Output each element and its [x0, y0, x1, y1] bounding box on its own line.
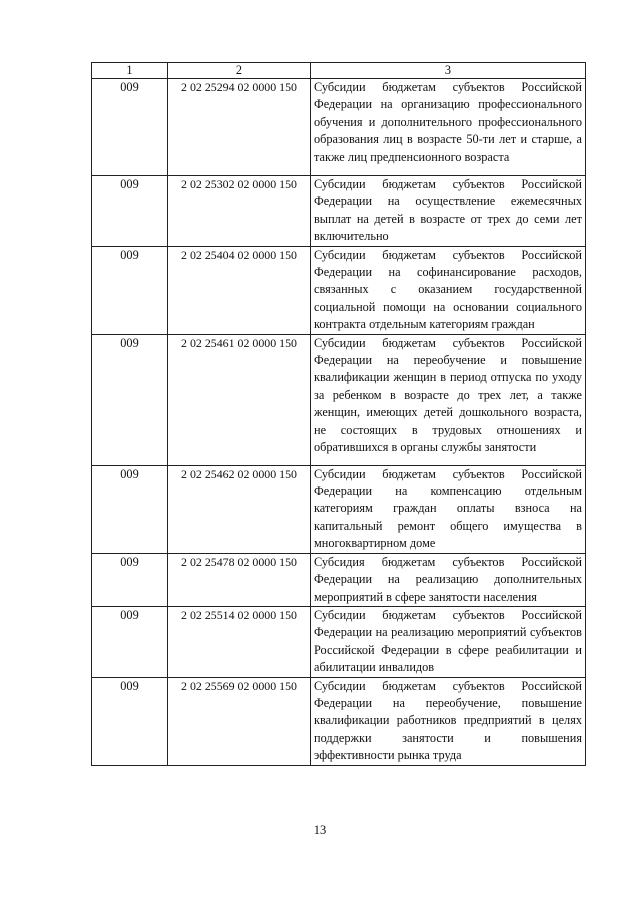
admin-code-cell: 009	[92, 334, 168, 465]
budget-code-cell: 2 02 25404 02 0000 150	[168, 246, 311, 334]
description-cell: Субсидии бюджетам субъектов Российской Федерации на переобучение и повышение квалификации женщин в период отпуска по уходу за ребенком в возрасте до трех лет, а также женщин, имеющих детей дошкольного возраста, не состоящих в трудовых отношениях и обратившихся в органы службы занятости	[311, 334, 586, 465]
table-row	[92, 606, 586, 677]
description-cell: Субсидии бюджетам субъектов Российской Федерации на компенсацию отдельным категориям граждан оплаты взноса на капитальный ремонт общего имущества в многоквартирном доме	[311, 465, 586, 553]
table-row	[92, 553, 586, 606]
admin-code-cell: 009	[92, 79, 168, 176]
admin-code-cell: 009	[92, 246, 168, 334]
description-cell: Субсидии бюджетам субъектов Российской Федерации на осуществление ежемесячных выплат на детей в возрасте от трех до семи лет включительно	[311, 176, 586, 247]
admin-code-cell: 009	[92, 606, 168, 677]
budget-code-cell: 2 02 25302 02 0000 150	[168, 176, 311, 247]
table-row	[92, 246, 586, 334]
admin-code-cell: 009	[92, 176, 168, 247]
admin-code-cell: 009	[92, 677, 168, 765]
budget-classification-table	[91, 62, 586, 766]
table-row	[92, 79, 586, 176]
budget-code-cell: 2 02 25461 02 0000 150	[168, 334, 311, 465]
admin-code-cell: 009	[92, 465, 168, 553]
column-header-1: 1	[92, 63, 168, 79]
table-row	[92, 677, 586, 765]
table-row	[92, 176, 586, 247]
budget-code-cell: 2 02 25478 02 0000 150	[168, 553, 311, 606]
budget-code-cell: 2 02 25294 02 0000 150	[168, 79, 311, 176]
budget-code-cell: 2 02 25514 02 0000 150	[168, 606, 311, 677]
description-cell: Субсидии бюджетам субъектов Российской Федерации на реализацию мероприятий субъектов Российской Федерации в сфере реабилитации и абилитации инвалидов	[311, 606, 586, 677]
admin-code-cell: 009	[92, 553, 168, 606]
description-cell: Субсидия бюджетам субъектов Российской Федерации на реализацию дополнительных мероприятий в сфере занятости населения	[311, 553, 586, 606]
description-cell: Субсидии бюджетам субъектов Российской Федерации на организацию профессионального обучения и дополнительного профессионального образования лиц в возрасте 50-ти лет и старше, а также лиц предпенсионного возраста	[311, 79, 586, 176]
table-row	[92, 465, 586, 553]
page-number: 13	[313, 823, 327, 837]
budget-code-cell: 2 02 25462 02 0000 150	[168, 465, 311, 553]
description-cell: Субсидии бюджетам субъектов Российской Федерации на переобучение, повышение квалификации работников предприятий в целях поддержки занятости и повышения эффективности рынка труда	[311, 677, 586, 765]
column-header-2: 2	[168, 63, 311, 79]
budget-code-cell: 2 02 25569 02 0000 150	[168, 677, 311, 765]
description-cell: Субсидии бюджетам субъектов Российской Федерации на софинансирование расходов, связанных с оказанием государственной социальной помощи на основании социального контракта отдельным категориям граждан	[311, 246, 586, 334]
header-row	[92, 63, 586, 79]
table-row	[92, 334, 586, 465]
column-header-3: 3	[311, 63, 586, 79]
